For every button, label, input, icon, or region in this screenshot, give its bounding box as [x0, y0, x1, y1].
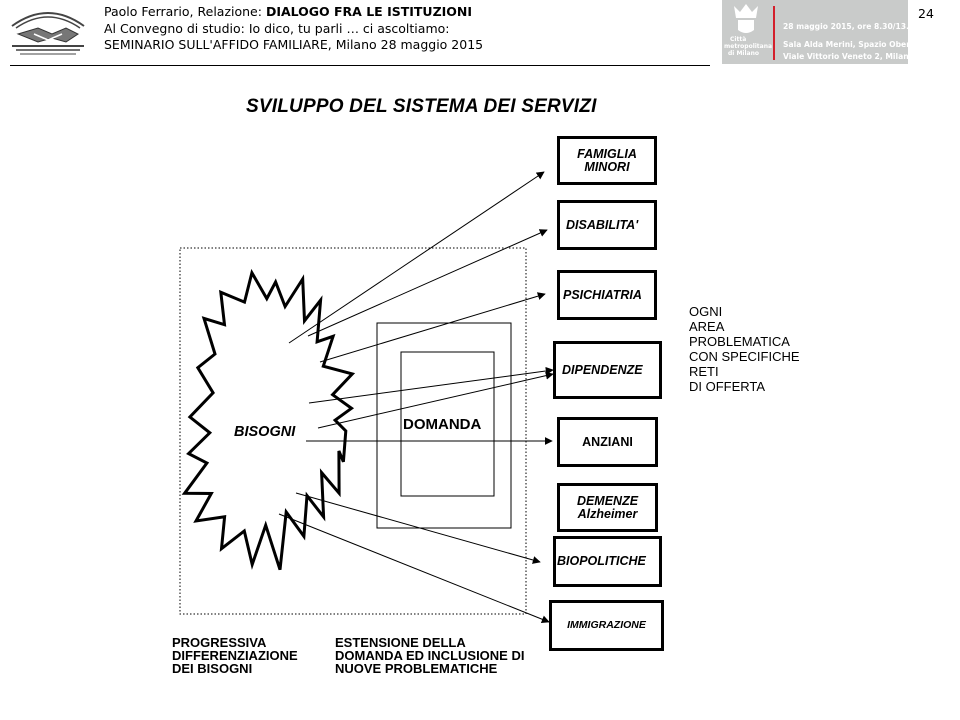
service-box-biopolitiche	[553, 536, 662, 587]
service-box-famiglia-minori	[557, 136, 657, 185]
side-note-line-5: RETI	[689, 364, 719, 379]
caption-left	[172, 636, 298, 675]
caption-left-line-2: DIFFERENZIAZIONE	[172, 648, 298, 663]
header-author: Paolo Ferrario, Relazione:	[104, 4, 266, 19]
header-line-3: SEMINARIO SULL'AFFIDO FAMILIARE, Milano 28 maggio 2015	[104, 37, 484, 52]
caption-right-line-2: DOMANDA ED INCLUSIONE DI	[335, 648, 525, 663]
service-disabilita-label: DISABILITA'	[566, 217, 639, 232]
service-immigrazione-label: IMMIGRAZIONE	[567, 619, 646, 631]
service-box-disabilita	[557, 200, 657, 250]
side-note-line-2: AREA	[689, 319, 725, 334]
bisogni-label: BISOGNI	[234, 424, 296, 440]
service-box-immigrazione	[549, 600, 664, 651]
service-box-psichiatria	[557, 270, 657, 320]
service-demenze-line-2: Alzheimer	[577, 506, 638, 521]
banner-date: 28 maggio 2015, ore 8.30/13.00	[783, 22, 920, 31]
service-anziani-label: ANZIANI	[582, 434, 633, 449]
service-box-demenze	[557, 483, 658, 532]
service-famiglia-line-2: MINORI	[584, 159, 630, 174]
side-note	[689, 304, 800, 394]
domanda-label: DOMANDA	[403, 416, 482, 433]
banner-place-2: Viale Vittorio Veneto 2, Milano	[783, 52, 914, 61]
caption-left-line-3: DEI BISOGNI	[172, 661, 253, 676]
banner-org-line-3: di Milano	[728, 50, 759, 57]
caption-left-line-1: PROGRESSIVA	[172, 635, 267, 650]
diagram-title: SVILUPPO DEL SISTEMA DEI SERVIZI	[246, 96, 597, 117]
side-note-line-4: CON SPECIFICHE	[689, 349, 800, 364]
arrow-immigrazione	[279, 514, 549, 622]
side-note-line-6: DI OFFERTA	[689, 379, 766, 394]
header-line-2: Al Convegno di studio: Io dico, tu parli … ci ascoltiamo:	[104, 20, 450, 36]
arrow-disabilita	[308, 230, 547, 336]
service-famiglia-line-1: FAMIGLIA	[577, 146, 637, 161]
service-psichiatria-label: PSICHIATRIA	[563, 287, 642, 302]
service-dipendenze-label: DIPENDENZE	[562, 362, 643, 377]
arrow-famiglia	[289, 172, 544, 343]
caption-right-line-1: ESTENSIONE DELLA	[335, 635, 466, 650]
service-demenze-line-1: DEMENZE	[576, 493, 639, 508]
banner-org-line-2: metropolitana	[724, 43, 773, 50]
service-box-dipendenze	[553, 341, 662, 399]
side-note-line-1: OGNI	[689, 304, 723, 319]
banner-place-1: Sala Alda Merini, Spazio Oberdan	[783, 40, 926, 49]
side-note-line-3: PROBLEMATICA	[689, 334, 790, 349]
header-talk-title: DIALOGO FRA LE ISTITUZIONI	[265, 4, 473, 19]
caption-right	[335, 636, 524, 675]
slide-number: 24	[918, 6, 934, 21]
banner-org-line-1: Città	[730, 36, 747, 43]
service-biopolitiche-label: BIOPOLITICHE	[557, 554, 646, 568]
service-box-anziani	[557, 417, 658, 467]
caption-right-line-3: NUOVE PROBLEMATICHE	[335, 661, 498, 676]
